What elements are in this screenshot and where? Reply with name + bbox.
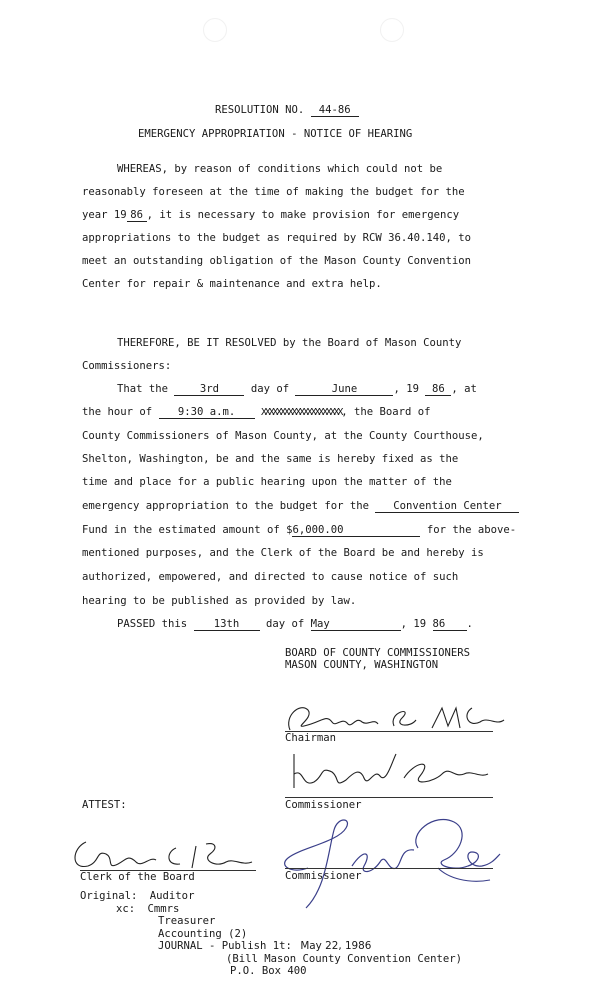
resolution-number: 44-86 (311, 104, 359, 117)
therefore-line-10: mentioned purposes, and the Clerk of the Board be and hereby is (82, 547, 484, 559)
chairman-label: Chairman (285, 732, 337, 744)
passed-day: 13th (194, 618, 260, 631)
hearing-month: June (295, 383, 393, 396)
whereas-line-4: appropriations to the budget as required by RCW 36.40.140, to (82, 232, 472, 244)
budget-year: 86 (127, 209, 147, 222)
passed-month: May (311, 618, 401, 631)
hearing-hour-line: the hour of 9:30 a.m. XXXXXXXXXXXXXXXXXXXXX, the Board of (82, 406, 431, 418)
distribution-journal: JOURNAL - Publish 1t: May 22, 1986 (158, 940, 372, 952)
distribution-original: Original: Auditor (80, 890, 195, 902)
therefore-line-12: hearing to be published as provided by law. (82, 595, 357, 607)
board-heading-line-2: MASON COUNTY, WASHINGTON (285, 659, 439, 671)
resolution-label: RESOLUTION NO. (215, 104, 305, 116)
appropriation-amount: 6,000.00 (292, 524, 420, 537)
distribution-bill-line: (Bill Mason County Convention Center) (226, 952, 462, 965)
therefore-line-7: time and place for a public hearing upon the matter of the (82, 476, 452, 488)
resolution-subtitle: EMERGENCY APPROPRIATION - NOTICE OF HEARING (138, 128, 413, 140)
hearing-date-line: That the 3rd day of June , 19 86 , at (117, 383, 477, 395)
whereas-line-6: Center for repair & maintenance and extra help. (82, 278, 382, 290)
punch-hole-left (203, 18, 227, 42)
therefore-line-2: Commissioners: (82, 360, 172, 372)
resolution-title (215, 104, 359, 117)
distribution-item-accounting: Accounting (2) (158, 927, 248, 940)
therefore-line-8: emergency appropriation to the budget for the Convention Center (82, 500, 519, 513)
commissioner-2-label: Commissioner (285, 870, 362, 882)
whereas-line-3: year 19 86 , it is necessary to make provision for emergency (82, 209, 460, 221)
attest-label: ATTEST: (82, 799, 127, 811)
board-heading (285, 647, 470, 671)
whereas-line-1: WHEREAS, by reason of conditions which could not be (117, 163, 443, 175)
clerk-label: Clerk of the Board (80, 871, 195, 883)
board-heading-line-1: BOARD OF COUNTY COMMISSIONERS (285, 647, 470, 659)
whereas-line-2: reasonably foreseen at the time of making the budget for the (82, 186, 465, 198)
distribution-po-box: P.O. Box 400 (230, 965, 307, 977)
therefore-line-1: THEREFORE, BE IT RESOLVED by the Board of Mason County (117, 337, 462, 349)
commissioner-1-signature-line (285, 797, 493, 798)
fund-name: Convention Center (375, 500, 519, 513)
therefore-line-11: authorized, empowered, and directed to cause notice of such (82, 571, 459, 583)
passed-line: PASSED this 13th day of May , 19 86 . (117, 618, 473, 630)
commissioner-1-label: Commissioner (285, 799, 362, 811)
distribution-item-treasurer: Treasurer (158, 915, 216, 927)
struck-out-text: XXXXXXXXXXXXXXXXXXXXX (260, 407, 342, 418)
hearing-hour: 9:30 a.m. (159, 406, 255, 419)
hearing-year: 86 (425, 383, 451, 396)
therefore-line-5: County Commissioners of Mason County, at the County Courthouse, (82, 430, 484, 442)
distribution-xc: xc: Cmmrs (116, 902, 180, 915)
therefore-line-9: Fund in the estimated amount of $6,000.00 for the above- (82, 524, 517, 536)
commissioner-1-signature (284, 748, 494, 798)
therefore-line-6: Shelton, Washington, be and the same is hereby fixed as the (82, 453, 459, 465)
commissioner-2-signature-line (285, 868, 493, 869)
punch-hole-right (380, 18, 404, 42)
distribution-list (80, 890, 462, 978)
whereas-line-5: meet an outstanding obligation of the Mason County Convention (82, 255, 472, 267)
passed-year: 86 (433, 618, 467, 631)
hearing-day: 3rd (174, 383, 244, 396)
